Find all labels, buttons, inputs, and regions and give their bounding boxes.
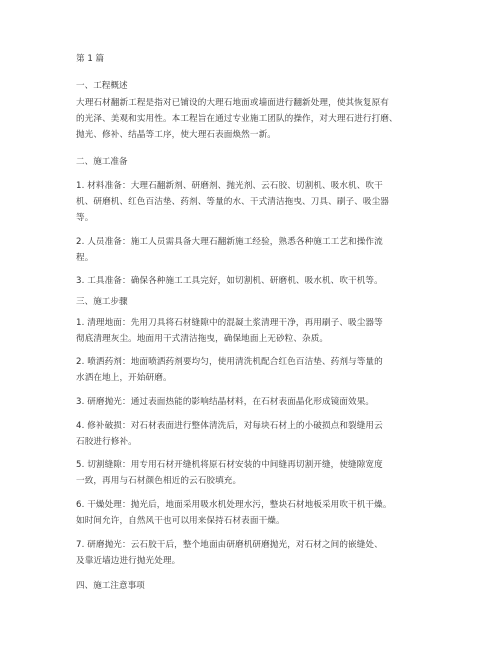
step-line: 如时间允许，自然风干也可以用来保持石材表面干燥。: [76, 516, 285, 526]
step-line: 6. 干燥处理：抛光后，地面采用吸水机处理水污，整块石材地板采用吹干机干燥。: [76, 500, 392, 510]
step-line: 5. 切割缝隙：用专用石材开缝机将原石材安装的中间缝再切割开缝，使缝隙宽度: [76, 460, 383, 470]
step-line: 石胶进行修补。: [76, 437, 137, 447]
preparation-item-line: 3. 工具准备：确保各种施工工具完好，如切割机、研磨机、吸水机、吹干机等。: [76, 276, 383, 286]
overview-line: 的光泽、美观和实用性。本工程旨在通过专业施工团队的操作，对大理石进行打磨、: [76, 114, 398, 124]
step-line: 一致，再用与石材颜色相近的云石胶填充。: [76, 476, 242, 486]
overview-line: 大理石材翻新工程是指对已铺设的大理石地面或墙面进行翻新处理，使其恢复原有: [76, 98, 389, 108]
part-label: 第 1 篇: [76, 54, 105, 64]
step-line: 及靠近墙边进行抛光处理。: [76, 556, 181, 566]
section-heading-overview: 一、工程概述: [76, 81, 128, 91]
step-line: 7. 研磨抛光：云石胶干后，整个地面由研磨机研磨抛光，对石材之间的嵌缝处、: [76, 540, 383, 550]
preparation-item-line: 等。: [76, 213, 94, 223]
step-line: 3. 研磨抛光：通过表面热能的影响结晶材料，在石材表面晶化形成镜面效果。: [76, 397, 375, 407]
overview-line: 抛光、修补、结晶等工序，使大理石表面焕然一新。: [76, 130, 276, 140]
step-line: 4. 修补破损：对石材表面进行整体清洗后，对每块石材上的小破损点和裂缝用云: [76, 421, 383, 431]
step-line: 水洒在地上，开始研磨。: [76, 373, 172, 383]
step-line: 2. 喷洒药剂：地面喷洒药剂要均匀，使用清洗机配合红色百洁垫、药剂与等量的: [76, 357, 383, 367]
step-line: 彻底清理灰尘。地面用干式清洁拖曳，确保地面上无砂粒、杂质。: [76, 334, 329, 344]
section-heading-steps: 三、施工步骤: [76, 297, 128, 307]
step-line: 1. 清理地面：先用刀具将石材缝隙中的混凝土浆清理干净，再用刷子、吸尘器等: [76, 318, 383, 328]
preparation-item-line: 1. 材料准备：大理石翻新剂、研磨剂、抛光剂、云石胶、切割机、吸水机、吹干: [76, 181, 383, 191]
preparation-item-line: 机、研磨机、红色百洁垫、药剂、等量的水、干式清洁拖曳、刀具、刷子、吸尘器: [76, 197, 389, 207]
preparation-item-line: 2. 人员准备：施工人员需具备大理石翻新施工经验，熟悉各种施工工艺和操作流: [76, 237, 383, 247]
preparation-item-line: 程。: [76, 253, 94, 263]
section-heading-preparation: 二、施工准备: [76, 157, 128, 167]
section-heading-notes: 四、施工注意事项: [76, 581, 145, 591]
